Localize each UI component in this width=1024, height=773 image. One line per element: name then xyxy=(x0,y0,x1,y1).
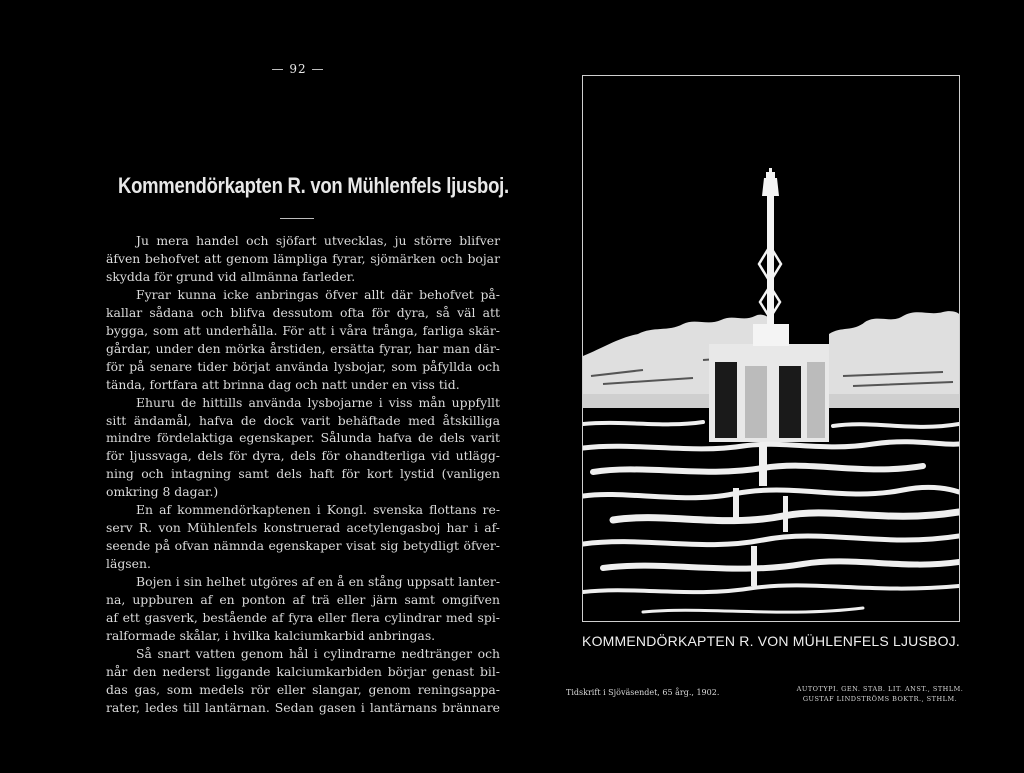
text-line: Ju mera handel och sjöfart utvecklas, ju större blifver xyxy=(136,233,500,248)
text-line: för på senare tider börjat använda lysbojar, som påfyllda och xyxy=(106,358,500,374)
text-line: ning och intagning samt dels haft för kort lystid (vanligen xyxy=(106,466,500,482)
text-line: Bojen i sin helhet utgöres af en å en stång uppsatt lanter- xyxy=(136,574,500,590)
text-line: Fyrar kunna icke anbringas öfver allt där behofvet på- xyxy=(136,286,500,302)
buoy-photo-plate xyxy=(582,75,960,622)
text-line: seende på ofvan nämnda egenskaper visat sig betydligt öfver- xyxy=(106,538,500,554)
text-line: bygga, som att underhålla. För att i våra trånga, farliga skär- xyxy=(106,322,500,338)
text-line: rater, ledes till lantärnan. Sedan gasen i lantärnans brännare xyxy=(106,699,500,715)
article-body xyxy=(106,232,500,717)
text-line: af ett gasverk, bestående af fyra eller flera cylindrar med spi- xyxy=(106,610,500,626)
text-line: das gas, som medels rör eller slangar, genom reningsappa- xyxy=(106,681,500,697)
plate-caption: KOMMENDÖRKAPTEN R. VON MÜHLENFELS LJUSBOJ. xyxy=(582,633,960,649)
text-line: kallar sådana och blifva dessutom ofta för dyra, så väl att xyxy=(106,304,500,320)
text-line: äfven behofvet att genom lämpliga fyrar, sjömärken och bojar xyxy=(106,250,500,266)
credit-printer-line: AUTOTYPI. GEN. STAB. LIT. ANST., STHLM. xyxy=(796,685,964,693)
credit-printer-line: GUSTAF LINDSTRÖMS BOKTR., STHLM. xyxy=(802,695,958,703)
page-number: — 92 — xyxy=(271,62,325,76)
text-line: serv R. von Mühlenfels konstruerad acetylengasboj har i af- xyxy=(106,520,500,536)
text-line: Ehuru de hittills använda lysbojarne i viss mån uppfyllt xyxy=(136,394,500,410)
text-line: lägsen. xyxy=(106,556,151,572)
text-line: skydda för grund vid allmänna farleder. xyxy=(106,268,356,284)
text-line: gårdar, under den mörka årstiden, ersätta fyrar, har man där- xyxy=(106,340,500,356)
title-rule xyxy=(280,218,314,219)
buoy-cylinder xyxy=(807,362,825,438)
text-line: En af kommendörkaptenen i Kongl. svenska flottans re- xyxy=(136,502,500,518)
buoy-cylinder xyxy=(715,362,737,438)
text-line: ralformade skålar, i hvilka kalciumkarbid anbringas. xyxy=(106,627,436,643)
article-title: Kommendörkapten R. von Mühlenfels ljusboj. xyxy=(118,173,509,198)
buoy-cylinder xyxy=(779,366,801,438)
text-line: omkring 8 dagar.) xyxy=(106,484,219,500)
buoy-cylinder xyxy=(745,366,767,438)
text-line: når den nederst liggande kalciumkarbiden börjar genast bil- xyxy=(106,663,500,679)
credit-printer xyxy=(780,684,980,704)
text-line: sitt ändamål, hafva de dock varit behäftade med åtskilliga xyxy=(106,412,500,428)
buoy-photo xyxy=(583,76,959,621)
buoy-cap xyxy=(753,324,789,346)
text-line: na, uppburen af en ponton af trä eller järn samt omgifven xyxy=(106,592,500,608)
credit-publication: Tidskrift i Sjöväsendet, 65 årg., 1902. xyxy=(566,688,720,697)
text-line: för ljussvaga, dels för dyra, dels för ohandterliga vid utlägg- xyxy=(106,448,500,464)
text-line: mindre fördelaktiga egenskaper. Sålunda hafva de dels varit xyxy=(106,430,500,446)
text-line: Så snart vatten genom hål i cylindrarne nedtränger och xyxy=(136,645,500,661)
buoy-mast xyxy=(767,196,774,346)
text-line: tända, fortfara att brinna dag och natt under en viss tid. xyxy=(106,376,460,392)
